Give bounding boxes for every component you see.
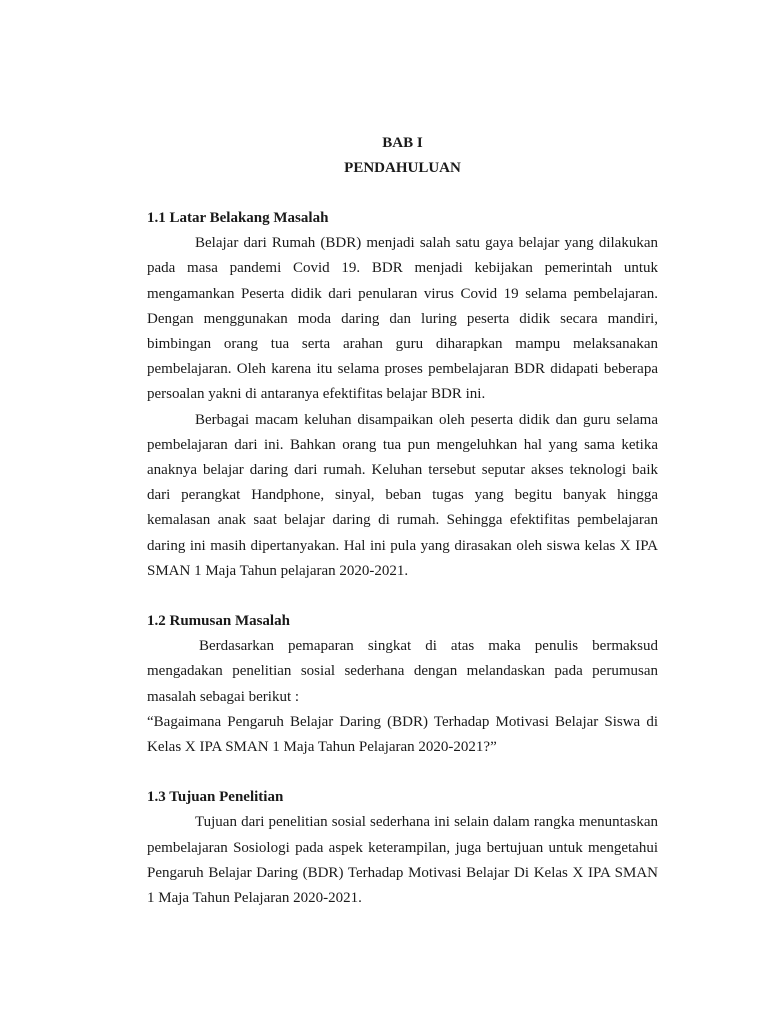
chapter-title: PENDAHULUAN [344, 160, 461, 176]
section-heading-tujuan-penelitian: 1.3 Tujuan Penelitian [147, 789, 284, 806]
chapter-number: BAB I [382, 135, 423, 151]
paragraph-tujuan-penelitian-1: Tujuan dari penelitian sosial sederhana ini selain dalam rangka menuntaskan pembelajaran Sosiologi pada aspek keterampilan, juga bertujuan untuk mengetahui Pengaruh Belajar Daring (BDR) Terhadap Motivasi Belajar Di Kelas X IPA SMAN 1 Maja Tahun Pelajaran 2020-2021. [147, 814, 658, 907]
section-heading-latar-belakang: 1.1 Latar Belakang Masalah [147, 210, 329, 226]
paragraph-latar-belakang-2: Berbagai macam keluhan disampaikan oleh peserta didik dan guru selama pembelajaran dari ini. Bahkan orang tua pun mengeluhkan hal yang sama ketika anaknya belajar daring dari rumah. Keluhan tersebut seputar akses teknologi baik dari perangkat Handphone, sinyal, beban tugas yang begitu banyak hingga kemalasan anak saat belajar daring di rumah. Sehingga efektifitas pembelajaran daring ini masih dipertanyakan. Hal ini pula yang dirasakan oleh siswa kelas X IPA SMAN 1 Maja Tahun pelajaran 2020-2021. [147, 411, 658, 579]
section-heading-rumusan-masalah: 1.2 Rumusan Masalah [147, 613, 290, 630]
paragraph-rumusan-masalah-1: Berdasarkan pemaparan singkat di atas maka penulis bermaksud mengadakan penelitian sosial sederhana dengan melandaskan pada perumusan masalah sebagai berikut : [147, 638, 658, 705]
paragraph-latar-belakang-1: Belajar dari Rumah (BDR) menjadi salah satu gaya belajar yang dilakukan pada masa pandemi Covid 19. BDR menjadi kebijakan pemerintah untuk mengamankan Peserta didik dari penularan virus Covid 19 selama pembelajaran. Dengan menggunakan moda daring dan luring peserta didik secara mandiri, bimbingan orang tua serta arahan guru diharapkan mampu melaksanakan pembelajaran. Oleh karena itu selama proses pembelajaran BDR didapati beberapa persoalan yakni di antaranya efektifitas belajar BDR ini. [147, 235, 658, 403]
document-content [147, 131, 658, 911]
research-question-quote: “Bagaimana Pengaruh Belajar Daring (BDR) Terhadap Motivasi Belajar Siswa di Kelas X IPA SMAN 1 Maja Tahun Pelajaran 2020-2021?” [147, 713, 658, 756]
